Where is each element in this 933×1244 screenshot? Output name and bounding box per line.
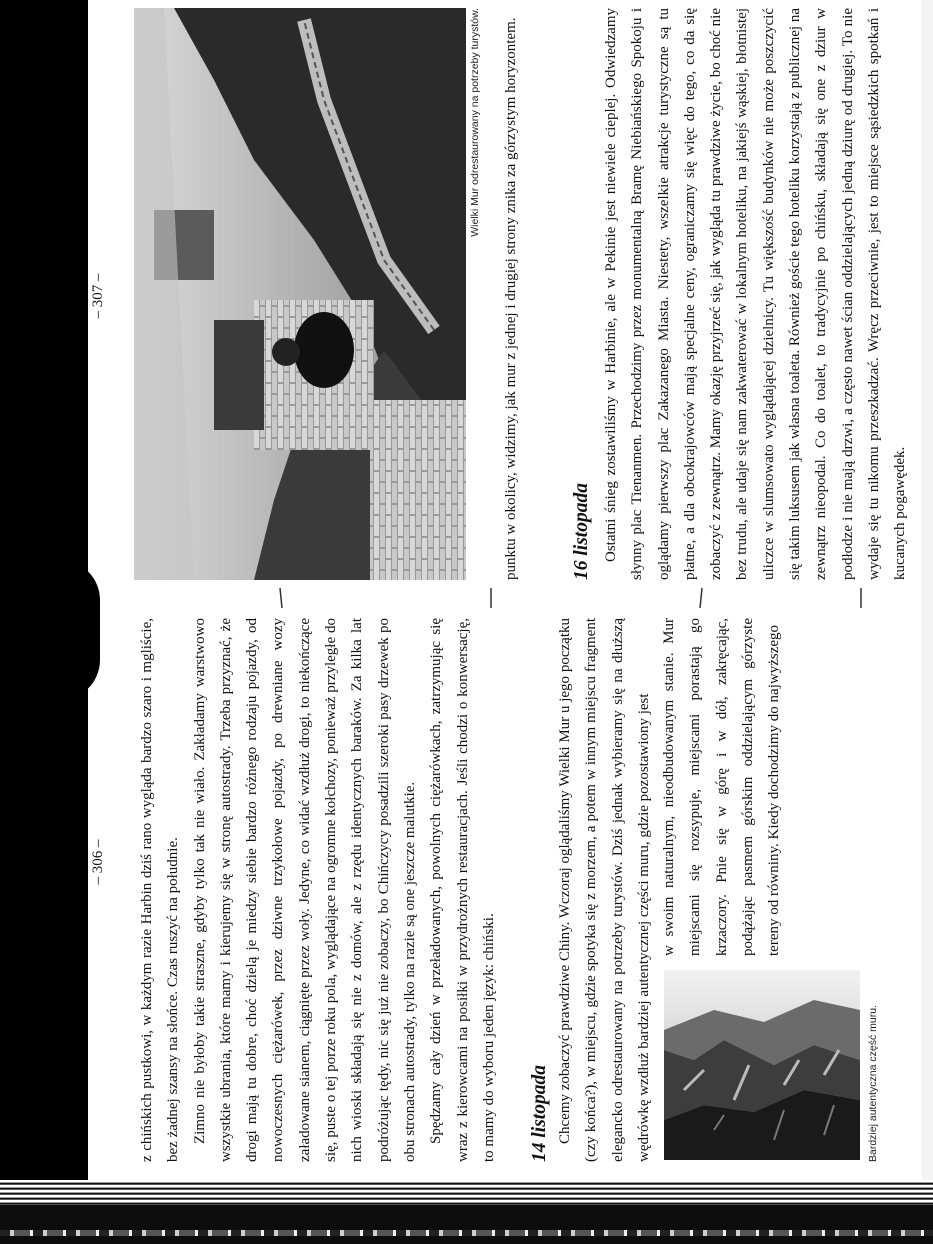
page-307 [90, 0, 920, 590]
paragraph: Chcemy zobaczyć prawdziwe Chiny. Wczoraj oglądaliśmy Wielki Mur u jego początku (czy końca?), w miejscu, gdzie spotyka się z morzem, a potem w innym miejscu fragment elegancko odrestaurowany na potrzeby turystów. Dziś jednak wybieramy się na dłuższą wędrówkę wzdłuż bardziej autentycznej części muru, gdzie pozostawiony jest [557, 618, 652, 1162]
scan-bottom-strip [0, 1230, 933, 1236]
photo-restored-great-wall [134, 8, 466, 580]
photo-caption: Wielki Mur odrestaurowany na potrzeby turystów. [469, 8, 481, 237]
paragraph: punktu w okolicy, widzimy, jak mur z jednej i drugiej strony znika za górzystym horyzontem. [503, 17, 519, 580]
paragraph: Spędzamy cały dzień w przeładowanych, powolnych ciężarówkach, zatrzymując się wraz z kierowcami na posiłki w przydrożnych restauracjach. Jeśli chodzi o konwersację, to mamy do wyboru jeden język: chiński. [428, 618, 497, 1162]
paragraph: Zimno nie byłoby takie straszne, gdyby tylko tak nie wiało. Zakładamy warstwowo wszystkie ubrania, które mamy i kierujemy się w stronę autostrady. Trzeba przyznać, że drogi mają tu dobre, choć dzielą je miedzy siebie bardzo różnego rodzaju pojazdy, od nowoczesnych ciężarówek, przez dziwne trzykołowe pojazdy, po drewniane wozy załadowane sianem, ciągnięte przez woły. Jedyne, co widać wzdłuż drogi, to niekończące się, puste o tej porze roku pola, wyglądające na ogromne kołchozy, ponieważ przyległe do nich wioski składają się nie z domów, ale z rzędu identycznych baraków. Za kilka lat podróżując tędy, nic się już nie zobaczy, bo Chińczycy posadzili szeroki pasy drzewek po obu stronach autostrady, tylko na razie są one jeszcze malutkie. [191, 618, 418, 1162]
text-column-main [598, 8, 914, 580]
text-column-top [498, 8, 524, 580]
text-column-top [134, 618, 502, 1162]
paragraph: Ostatni śnieg zostawiliśmy w Harbinie, ale w Pekinie jest niewiele cieplej. Odwiedzamy słynny plac Tienanmen. Przechodzimy przez monumentalną Bramę Niebiańskiego Spokoju i oglądamy pierwszy plac Zakazanego Miasta. Niestety, wszelkie atrakcje turystyczne są tu płatne, a dla obcokrajowców mają specjalne ceny, ograniczamy się więc do tego, co da się zobaczyć z zewnątrz. Mamy okazję przyjrzeć się, jak wygląda tu prawdziwe życie, bo choć nie bez trudu, ale udaje się nam zakwaterować w lokalnym hoteliku, na jakiejś wąskiej, błotnistej uliczce w slumsowato wyglądającej dzielnicy. Tu większość budynków nie może poszczycić się takim luksusem jak własna toaleta. Również goście tego hoteliku korzystają z publicznej na zewnątrz nieopodal. Co do toalet, to tradycyjnie po chińsku, składają się one z dziur w podłodze i nie mają drzwi, a często nawet ścian oddzielających jedną dziurę od drugiej. To nie wydaje się tu nikomu przeszkadzać. Wręcz przeciwnie, jest to miejsce sąsiedzkich spotkań i kucanych pogawędek. [603, 8, 909, 580]
book-spread [90, 0, 920, 1176]
photo-authentic-wall [664, 970, 860, 1160]
page-number: – 307 – [90, 273, 106, 319]
text-column-wrapped [656, 618, 787, 956]
scan-right-margin [921, 0, 933, 1180]
scan-bottom-border [0, 1205, 933, 1244]
page-306 [90, 610, 920, 1176]
section-heading: 14 listopada [529, 1065, 550, 1162]
paragraph: z chińskich pustkowi, w każdym razie Harbin dziś rano wygląda bardzo szaro i mgliście, bez żadnej szansy na słońce. Czas ruszyć na południe. [139, 618, 182, 1162]
page-number: – 306 – [90, 839, 106, 885]
text-column-full [552, 618, 657, 1162]
photo-caption: Bardziej autentyczna część muru. [867, 1005, 879, 1162]
section-heading: 16 listopada [571, 483, 592, 580]
paragraph: w swoim naturalnym, nieodbudowanym stanie. Mur miejscami się rozsypuje, miejscami porastają go krzaczory. Pnie się w górę i w dół, zakręcając, podążając pasmem górskim oddzielającym górzyste tereny od równiny. Kiedy dochodzimy do najwyższego [661, 618, 783, 956]
